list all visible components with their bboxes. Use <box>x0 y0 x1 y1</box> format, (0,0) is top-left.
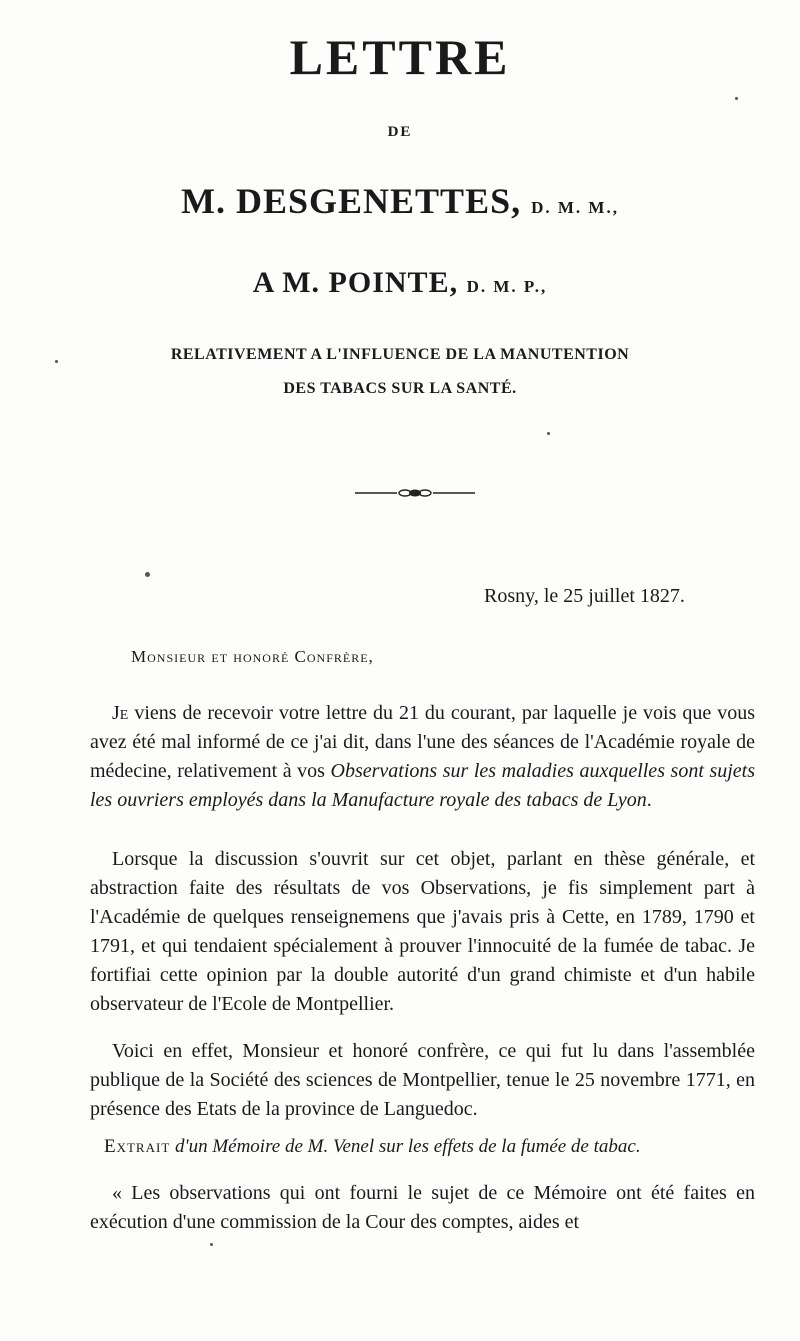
scan-speck <box>210 1243 213 1246</box>
title-preposition: DE <box>387 124 413 140</box>
place-date: Rosny, le 25 juillet 1827. <box>484 585 685 607</box>
recipient-titles: D. M. P., <box>466 277 548 296</box>
extract-lead: Extrait <box>104 1136 171 1157</box>
author-titles: D. M. M., <box>531 198 619 217</box>
scan-speck <box>547 432 550 435</box>
paragraph-1-lead: Je <box>112 702 129 724</box>
salutation: Monsieur et honoré Confrère, <box>131 647 374 666</box>
recipient-heading <box>0 266 800 300</box>
letter-title: LETTRE <box>289 29 511 85</box>
paragraph-1-italic: Observations sur les maladies auxquelles sont sujets les ouvriers employés dans la Manufacture royale des tabacs de Lyon <box>90 760 756 811</box>
paragraph-3 <box>90 1037 755 1124</box>
scan-speck <box>735 97 738 100</box>
author-heading <box>0 180 800 222</box>
paragraph-2 <box>90 845 755 1019</box>
paragraph-1-text: viens de recevoir votre lettre du 21 du courant, par laquelle je vois que vous avez été mal informé de ce j'ai dit, dans l'une des séances de l'Académie royale de médecine, relativement à vos <box>90 702 755 782</box>
author-name: M. DESGENETTES, <box>181 181 522 221</box>
scan-speck <box>145 572 150 577</box>
subject-line-2: DES TABACS SUR LA SANTÉ. <box>283 380 517 397</box>
paragraph-3-text: Voici en effet, Monsieur et honoré confrère, ce qui fut lu dans l'assemblée publique de la Société des sciences de Montpellier, tenue le 25 novembre 1771, en présence des Etats de la province de Languedoc. <box>90 1040 755 1120</box>
subject-line-1: RELATIVEMENT A L'INFLUENCE DE LA MANUTENTION <box>170 346 630 363</box>
scan-speck <box>55 360 58 363</box>
paragraph-1-end: . <box>646 789 652 811</box>
extract-heading <box>90 1136 770 1158</box>
subject-heading <box>0 338 800 406</box>
divider-ornament-icon <box>355 487 475 499</box>
recipient-name: A M. POINTE, <box>252 266 459 299</box>
paragraph-5-text: « Les observations qui ont fourni le sujet de ce Mémoire ont été faites en exécution d'une commission de la Cour des comptes, aides et <box>90 1182 755 1233</box>
paragraph-1 <box>90 699 755 815</box>
extract-title: d'un Mémoire de M. Venel sur les effets de la fumée de tabac. <box>170 1136 641 1157</box>
paragraph-2-text: Lorsque la discussion s'ouvrit sur cet objet, parlant en thèse générale, et abstraction faite des résultats de vos Observations, je fis simplement part à l'Académie de quelques renseignemens que j'avais pris à Cette, en 1789, 1790 et 1791, et qui tendaient spécialement à prouver l'innocuité de la fumée de tabac. Je fortifiai cette opinion par la double autorité d'un grand chimiste et d'un habile observateur de l'Ecole de Montpellier. <box>90 848 755 1015</box>
paragraph-5 <box>90 1179 755 1237</box>
